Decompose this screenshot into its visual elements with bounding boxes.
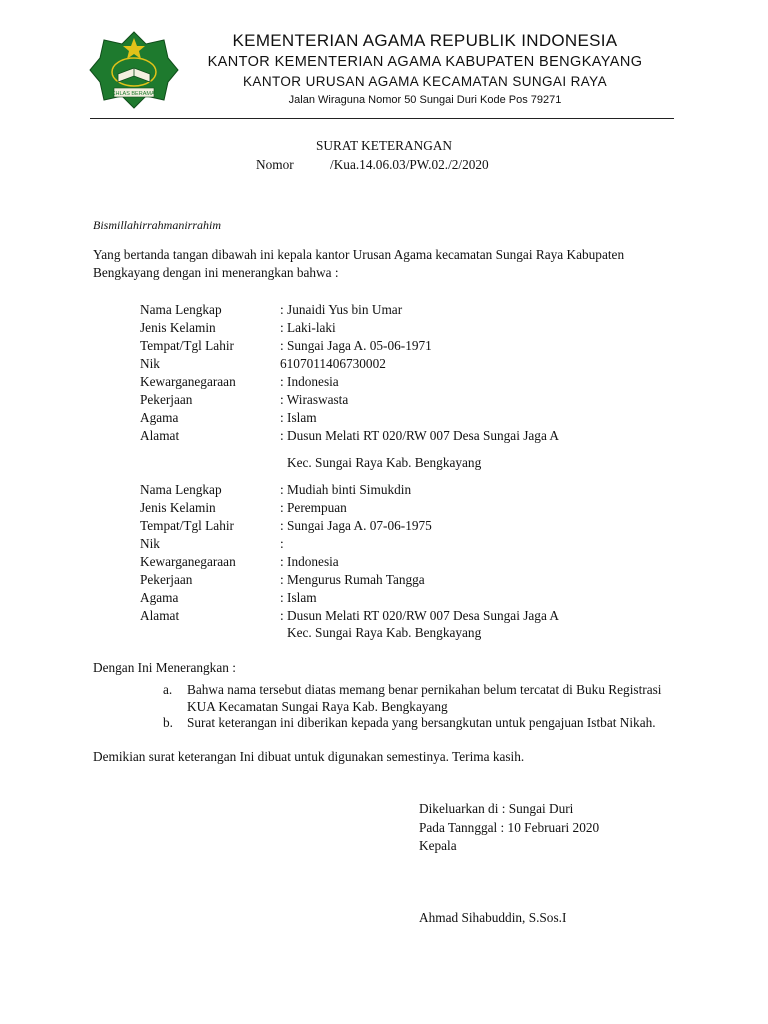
field-label: Agama (140, 590, 179, 605)
person1-table (140, 301, 620, 445)
item-text: Bahwa nama tersebut diatas memang benar pernikahan belum tercatat di Buku Registrasi KUA Kecamatan Sungai Raya Kab. Bengkayang (187, 682, 662, 714)
table-row (140, 481, 620, 499)
field-label: Agama (140, 410, 179, 425)
table-row (140, 391, 620, 409)
regency-office-name: KANTOR KEMENTERIAN AGAMA KABUPATEN BENGKAYANG (207, 54, 643, 70)
field-value: : Sungai Jaga A. 05-06-1971 (280, 338, 432, 353)
table-row (140, 301, 620, 319)
letter-number (256, 157, 489, 173)
field-value: : Mengurus Rumah Tangga (280, 572, 425, 587)
kemenag-logo (88, 30, 180, 110)
table-row (140, 517, 620, 535)
item-text: Surat keterangan ini diberikan kepada yang bersangkutan untuk pengajuan Istbat Nikah. (187, 715, 656, 730)
field-value: : Dusun Melati RT 020/RW 007 Desa Sungai Jaga A (280, 608, 560, 623)
office-address: Jalan Wiraguna Nomor 50 Sungai Duri Kode Pos 79271 (288, 94, 562, 106)
field-value: : Islam (280, 410, 317, 425)
field-label: Alamat (140, 428, 180, 443)
field-value: : Sungai Jaga A. 07-06-1975 (280, 518, 432, 533)
ministry-name: KEMENTERIAN AGAMA REPUBLIK INDONESIA (232, 31, 618, 50)
signer-position: Kepala (419, 838, 457, 853)
table-row (140, 553, 620, 571)
list-item (163, 682, 683, 715)
field-label: Pekerjaan (140, 572, 193, 587)
closing-sentence: Demikian surat keterangan Ini dibuat untuk digunakan semestinya. Terima kasih. (93, 749, 525, 764)
field-value: : Indonesia (280, 554, 339, 569)
field-value: : Indonesia (280, 374, 339, 389)
table-row (140, 427, 620, 445)
table-row (140, 499, 620, 517)
field-value: 6107011406730002 (280, 356, 386, 371)
field-value: : Islam (280, 590, 317, 605)
field-label: Tempat/Tgl Lahir (140, 518, 234, 533)
opening-paragraph: Yang bertanda tangan dibawah ini kepala kantor Urusan Agama kecamatan Sungai Raya Kabupaten Bengkayang dengan ini menerangkan bahwa : (93, 247, 625, 280)
table-row (140, 589, 620, 607)
field-label: Nama Lengkap (140, 482, 222, 497)
field-value: : Dusun Melati RT 020/RW 007 Desa Sungai Jaga A (280, 428, 560, 443)
item-letter: a. (163, 682, 173, 697)
field-label: Jenis Kelamin (140, 320, 216, 335)
table-row (140, 409, 620, 427)
table-row (140, 373, 620, 391)
issued-place: Dikeluarkan di : Sungai Duri (419, 801, 574, 816)
field-label: Pekerjaan (140, 392, 193, 407)
letterhead-divider (90, 118, 674, 119)
field-label: Jenis Kelamin (140, 500, 216, 515)
letterhead (190, 30, 660, 109)
field-label: Tempat/Tgl Lahir (140, 338, 234, 353)
table-row (140, 571, 620, 589)
table-row (140, 337, 620, 355)
table-row (140, 607, 620, 625)
issued-date: Pada Tannggal : 10 Februari 2020 (419, 819, 600, 835)
statement-heading: Dengan Ini Menerangkan : (93, 660, 236, 675)
letter-number-value: /Kua.14.06.03/PW.02./2/2020 (330, 157, 489, 172)
field-label: Nik (140, 536, 160, 551)
person1-address-line2: Kec. Sungai Raya Kab. Bengkayang (287, 455, 482, 470)
list-item (163, 715, 683, 732)
field-label: Alamat (140, 608, 180, 623)
table-row (140, 319, 620, 337)
letter-number-label: Nomor (256, 157, 294, 172)
table-row (140, 535, 620, 553)
table-row (140, 355, 620, 373)
field-value: : (280, 536, 284, 551)
field-value: : Perempuan (280, 500, 347, 515)
field-label: Nama Lengkap (140, 302, 222, 317)
logo-motto: IKHLAS BERAMAL (110, 91, 158, 97)
field-label: Nik (140, 356, 160, 371)
person2-table (140, 481, 620, 625)
signer-name: Ahmad Sihabuddin, S.Sos.I (419, 910, 567, 925)
bismillah: Bismillahirrahmanirrahim (93, 218, 222, 232)
signature-block (419, 800, 599, 856)
statement-list (163, 682, 683, 732)
person2-address-line2: Kec. Sungai Raya Kab. Bengkayang (287, 625, 482, 640)
item-letter: b. (163, 715, 173, 730)
field-label: Kewarganegaraan (140, 554, 236, 569)
field-value: : Junaidi Yus bin Umar (280, 302, 403, 317)
field-label: Kewarganegaraan (140, 374, 236, 389)
field-value: : Mudiah binti Simukdin (280, 482, 412, 497)
field-value: : Wiraswasta (280, 392, 349, 407)
field-value: : Laki-laki (280, 320, 336, 335)
letter-title: SURAT KETERANGAN (315, 138, 453, 153)
district-office-name: KANTOR URUSAN AGAMA KECAMATAN SUNGAI RAYA (243, 74, 607, 89)
